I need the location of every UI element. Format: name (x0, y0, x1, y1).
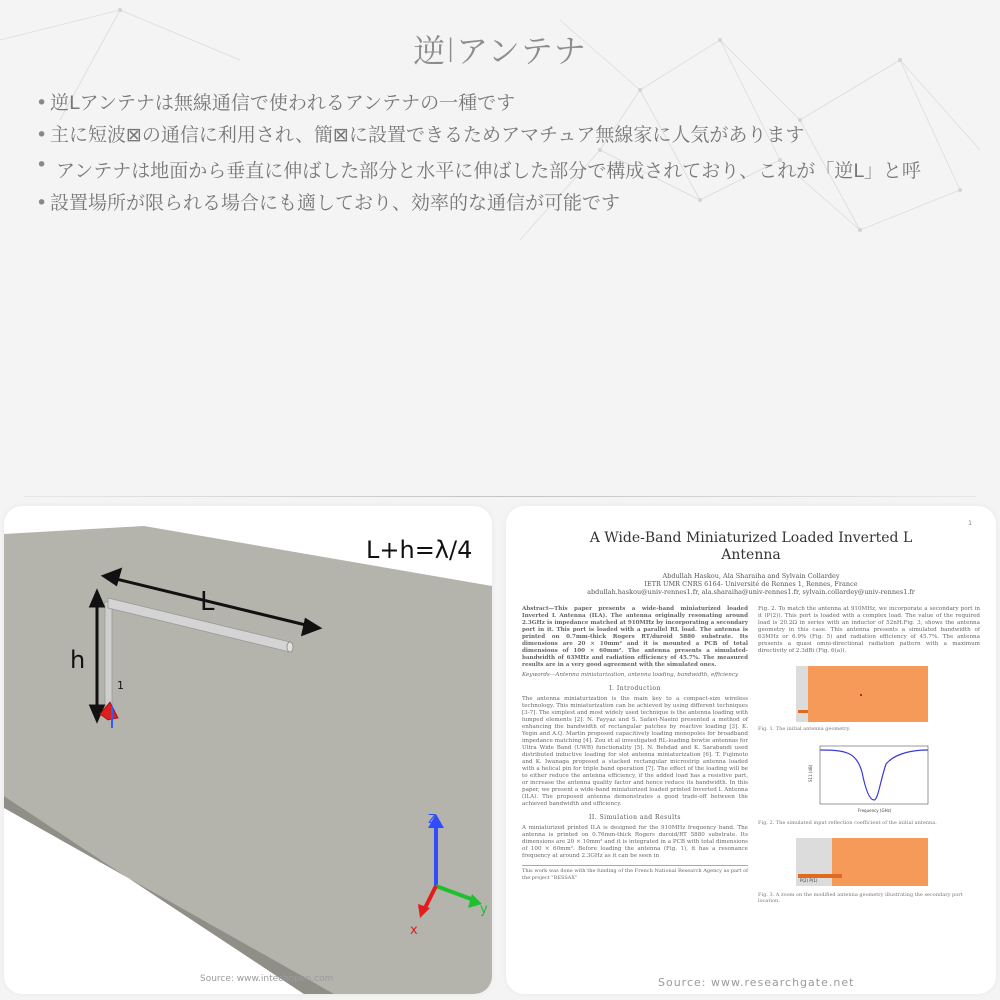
paper-title-line: Antenna (721, 547, 781, 563)
port-labels: P(2) P(1) (800, 878, 818, 883)
bullet-item (36, 154, 1000, 182)
paper-title (536, 530, 966, 564)
section-2-title: II. Simulation and Results (589, 814, 681, 821)
figure-2-reflection-plot (806, 742, 934, 814)
bullet-dot-icon: • (36, 124, 48, 146)
section-1-title: I. Introduction (609, 685, 661, 692)
bullet-item (36, 192, 1000, 214)
vertical-element (105, 602, 112, 706)
section-2-text: A miniaturized printed ILA is designed for the 910MHz frequency band. The antenna is printed on 0.76mm-thick Rogers duroid/RT 5880 substrate. Its dimensions are 20 × 10mm² and it is integrated in a PCB with total dimensions of 100 × 60mm². Before loading the antenna (Fig. 1), it has a resonance frequency at around 2.3GHz as it can be seen in (522, 825, 748, 859)
paper-authors-block (526, 572, 976, 596)
left-image-source: Source: www.intechopen.com (200, 974, 334, 984)
axis-x-label: x (410, 923, 418, 938)
label-h: h (70, 646, 86, 674)
element-end-cap (287, 642, 293, 652)
right-column-text: Fig. 2. To match the antenna at 910MHz, we incorporate a secondary port in it (P(2)). This port is loaded with a complex load. The value of the required load is 20.2Ω in series with an inductor of 52nH.Fig. 3, shows the antenna geometry in this case. This antenna presents a simulated bandwidth of 63MHz or 6.9% (Fig. 5) and radiation efficiency of 45.7%. The antenna presents a quasi omni-directional radiation pattern with a maximum directivity of 2.3dBi (Fig. 6(a)). (758, 606, 980, 654)
paper-footnote: This work was done with the funding of the French National Research Agency as part of the project "RESSAX" (522, 865, 748, 882)
paper-abstract: Abstract—This paper presents a wide-band miniaturized loaded Inverted L Antenna (ILA). The antenna originally resonating around 2.3GHz is impedance matched at 910MHz by incorporating a secondary port in it. This port is loaded with a parallel RL load. The antenna is printed on 0.7mm-thick Rogers RT/duroid 5880 substrate. Its dimensions are 20 × 10mm² and it is mounted a PCB of total dimensions of 100 × 60mm². The antenna presents a simulated-bandwidth of 63MHz and radiation efficiency of 45.7%. The measured results are in a very good agreement with the simulated ones. (522, 606, 748, 668)
figure-2-caption: Fig. 2. The simulated input reflection coefficient of the initial antenna. (758, 820, 937, 826)
label-L: L (200, 587, 215, 617)
figure-1-antenna-geometry (796, 666, 928, 722)
axis-y-label: y (480, 902, 488, 917)
paper-page-number: 1 (968, 520, 972, 527)
feed-point-icon (860, 694, 862, 696)
figure-3-caption: Fig. 3. A zoom on the modified antenna geometry illustrating the secondary port location. (758, 892, 963, 904)
bullet-dot-icon: • (36, 92, 48, 114)
section-1-text: The antenna miniaturization is the main key to a compact-size wireless technology. This miniaturization can be achieved by using different techniques [3-7]. The simplest and most widely used technique is the antenna loading with lumped elements [2]. N. Fayyaz and S. Safavi-Naeini presented a method of enhancing the bandwidth of rectangular patches by reactive loading [3]. K. Yegin and A.Q. Martin proposed capacitively loading monopoles for broadband impedance matching [4]. Zou et al investigated RL-loading bowtie antennas for Ultra Wide Band (UWB) functionality [5]. N. Behdad and K. Sarabandi used distributed inductive loading for slot antenna miniaturization [6]. T. Fujimoto and K. Iwanaga proposed a stacked rectangular microstrip antenna loaded with a helical pin for triple band operation [7]. The effect of the loading will be to either reduce the antenna efficiency, if the added load has a resistive part, or increase the antenna quality factor and hence reduce its bandwidth. In this paper, we present a wide-band miniaturized loaded printed Inverted L Antenna (ILA). The proposed antenna demonstrates a good trade-off between the achieved bandwidth and efficiency. (522, 696, 748, 807)
fig2-xlabel: Frequency (GHz) (858, 808, 892, 813)
page-title: 逆lアンテナ (413, 32, 587, 70)
paper-affiliation: IETR UMR CNRS 6164- Université de Rennes 1, Rennes, France (644, 580, 858, 588)
bullet-dot-icon: • (36, 192, 48, 214)
formula-label: L+h=λ/4 (366, 536, 473, 564)
bullet-text: アンテナは地面から垂直に伸ばした部分と水平に伸ばした部分で構成されており、これが「逆L」と呼 (56, 160, 921, 182)
paper-right-column (758, 606, 980, 655)
paper-thumbnail-panel (506, 506, 996, 994)
bullet-list (36, 92, 1000, 224)
ground-plane (4, 526, 492, 994)
paper-authors: Abdullah Haskou, Ala Sharaiha and Sylvain Collardey (662, 572, 840, 580)
bullet-dot-icon: • (36, 154, 48, 176)
section-divider (24, 496, 976, 497)
bullet-item (36, 92, 1000, 114)
bullet-text: 逆Lアンテナは無線通信で使われるアンテナの一種です (50, 92, 516, 114)
figure-1-caption: Fig. 1. The initial antenna geometry. (758, 726, 851, 732)
antenna-diagram (4, 506, 492, 994)
paper-emails: abdullah.haskou@univ-rennes1.fr, ala.sharaiha@univ-rennes1.fr, sylvain.collardey@univ-rennes1.fr (587, 588, 915, 596)
fig2-ylabel: S11 (dB) (808, 764, 813, 782)
paper-title-line: A Wide-Band Miniaturized Loaded Inverted L (589, 530, 913, 546)
bullet-text: 主に短波⊠の通信に利用され、簡⊠に設置できるためアマチュア無線家に人気があります (50, 124, 805, 146)
paper-keywords: Keywords—Antenna miniaturization, antenna loading, bandwidth, efficiency (522, 672, 739, 678)
bullet-text: 設置場所が限られる場合にも適しており、効率的な通信が可能です (50, 192, 621, 214)
axis-z-label: Z (428, 812, 437, 826)
paper-left-column (522, 606, 748, 882)
bullet-item (36, 124, 1000, 146)
figure-3-modified-geometry (796, 838, 928, 886)
port-number-label: 1 (117, 679, 124, 692)
antenna-diagram-panel (4, 506, 492, 994)
right-image-source: Source: www.researchgate.net (658, 976, 855, 989)
